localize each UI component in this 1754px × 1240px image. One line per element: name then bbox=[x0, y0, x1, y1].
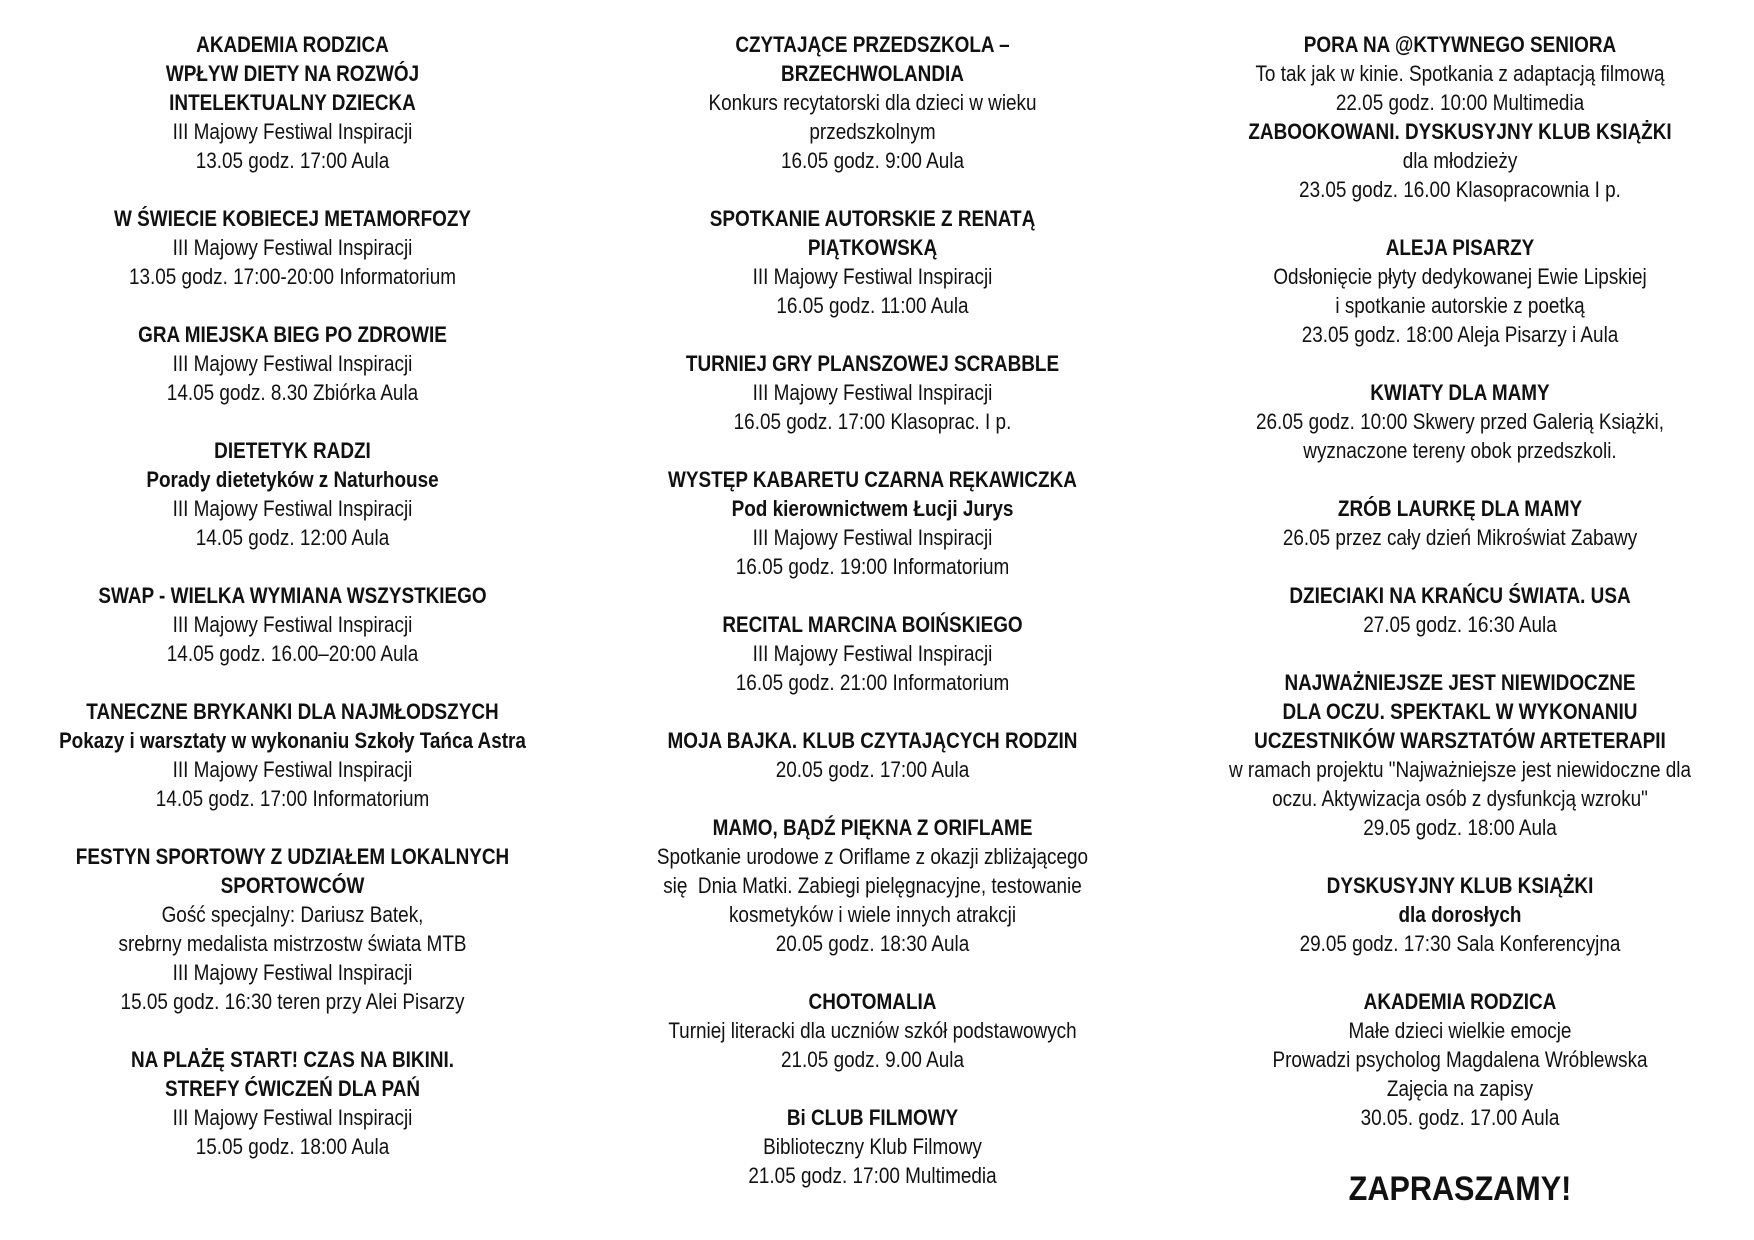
event-title: KWIATY DLA MAMY bbox=[1370, 380, 1550, 405]
event-title: MAMO, BĄDŹ PIĘKNA Z ORIFLAME bbox=[712, 815, 1033, 840]
event-title: NAJWAŻNIEJSZE JEST NIEWIDOCZNE bbox=[1284, 670, 1636, 695]
event-detail: 30.05. godz. 17.00 Aula bbox=[1360, 1105, 1560, 1130]
event-detail: 16.05 godz. 11:00 Aula bbox=[776, 293, 969, 318]
closing-text: ZAPRASZAMY! bbox=[1348, 1170, 1572, 1208]
event-detail: 14.05 godz. 16.00–20:00 Aula bbox=[166, 641, 419, 666]
event-block bbox=[20, 320, 565, 407]
event-block bbox=[600, 610, 1145, 697]
event-detail: kosmetyków i wiele innych atrakcji bbox=[728, 902, 1017, 927]
event-subtitle: PIĄTKOWSKĄ bbox=[807, 235, 938, 260]
event-detail: 29.05 godz. 18:00 Aula bbox=[1363, 815, 1557, 840]
event-block bbox=[600, 465, 1145, 581]
event-detail: oczu. Aktywizacja osób z dysfunkcją wzroku" bbox=[1272, 786, 1648, 811]
event-title: ZRÓB LAURKĘ DLA MAMY bbox=[1337, 496, 1583, 521]
event-block bbox=[1180, 871, 1740, 958]
event-title: DIETETYK RADZI bbox=[214, 438, 371, 463]
event-title: ZABOOKOWANI. DYSKUSYJNY KLUB KSIĄŻKI bbox=[1248, 119, 1672, 144]
event-detail: 27.05 godz. 16:30 Aula bbox=[1363, 612, 1557, 637]
event-detail: się Dnia Matki. Zabiegi pielęgnacyjne, testowanie bbox=[663, 873, 1082, 898]
event-detail: srebrny medalista mistrzostw świata MTB bbox=[118, 931, 467, 956]
event-detail: To tak jak w kinie. Spotkania z adaptacją filmową bbox=[1255, 61, 1665, 86]
event-subtitle: DLA OCZU. SPEKTAKL W WYKONANIU bbox=[1282, 699, 1638, 724]
event-detail: 23.05 godz. 16.00 Klasopracownia I p. bbox=[1299, 177, 1621, 202]
event-detail: 29.05 godz. 17:30 Sala Konferencyjna bbox=[1299, 931, 1621, 956]
event-detail: Odsłonięcie płyty dedykowanej Ewie Lipskiej bbox=[1273, 264, 1647, 289]
event-detail: 14.05 godz. 12:00 Aula bbox=[195, 525, 390, 550]
event-block bbox=[20, 204, 565, 291]
event-block bbox=[1180, 233, 1740, 349]
event-detail: Turniej literacki dla uczniów szkół podstawowych bbox=[668, 1018, 1077, 1043]
event-detail: i spotkanie autorskie z poetką bbox=[1335, 293, 1585, 318]
event-block bbox=[20, 842, 565, 1016]
event-detail: 16.05 godz. 9:00 Aula bbox=[780, 148, 965, 173]
event-detail: 26.05 godz. 10:00 Skwery przed Galerią Książki, bbox=[1255, 409, 1665, 434]
event-detail: Prowadzi psycholog Magdalena Wróblewska bbox=[1272, 1047, 1648, 1072]
event-title: TURNIEJ GRY PLANSZOWEJ SCRABBLE bbox=[685, 351, 1060, 376]
event-title: SWAP - WIELKA WYMIANA WSZYSTKIEGO bbox=[98, 583, 487, 608]
event-title: W ŚWIECIE KOBIECEJ METAMORFOZY bbox=[113, 206, 472, 231]
event-detail: 14.05 godz. 17:00 Informatorium bbox=[155, 786, 430, 811]
event-subtitle: Pod kierownictwem Łucji Jurys bbox=[731, 496, 1014, 521]
event-detail: III Majowy Festiwal Inspiracji bbox=[172, 119, 413, 144]
event-detail: Małe dzieci wielkie emocje bbox=[1348, 1018, 1572, 1043]
event-detail: 14.05 godz. 8.30 Zbiórka Aula bbox=[166, 380, 419, 405]
event-detail: 16.05 godz. 19:00 Informatorium bbox=[735, 554, 1010, 579]
event-detail: III Majowy Festiwal Inspiracji bbox=[172, 960, 413, 985]
event-title: RECITAL MARCINA BOIŃSKIEGO bbox=[722, 612, 1023, 637]
event-block bbox=[600, 349, 1145, 436]
event-detail: 20.05 godz. 17:00 Aula bbox=[775, 757, 970, 782]
event-detail: 21.05 godz. 17:00 Multimedia bbox=[748, 1163, 997, 1188]
event-block bbox=[1180, 987, 1740, 1132]
event-title: WYSTĘP KABARETU CZARNA RĘKAWICZKA bbox=[668, 467, 1077, 492]
event-subtitle: UCZESTNIKÓW WARSZTATÓW ARTETERAPII bbox=[1254, 728, 1666, 753]
event-block bbox=[1180, 581, 1740, 639]
closing-invitation bbox=[1180, 1169, 1740, 1209]
events-holder bbox=[1180, 30, 1740, 1132]
event-block bbox=[600, 813, 1145, 958]
event-detail: 16.05 godz. 21:00 Informatorium bbox=[735, 670, 1010, 695]
program-column-1 bbox=[20, 30, 565, 1161]
event-detail: III Majowy Festiwal Inspiracji bbox=[172, 757, 413, 782]
event-subtitle: Porady dietetyków z Naturhouse bbox=[146, 467, 439, 492]
event-subtitle: STREFY ĆWICZEŃ DLA PAŃ bbox=[164, 1076, 421, 1101]
event-title: FESTYN SPORTOWY Z UDZIAŁEM LOKALNYCH bbox=[75, 844, 510, 869]
event-block bbox=[600, 726, 1145, 784]
event-detail: dla młodzieży bbox=[1402, 148, 1518, 173]
event-detail: Biblioteczny Klub Filmowy bbox=[763, 1134, 982, 1159]
event-detail: III Majowy Festiwal Inspiracji bbox=[752, 525, 993, 550]
event-title: PORA NA @KTYWNEGO SENIORA bbox=[1303, 32, 1617, 57]
event-detail: 21.05 godz. 9.00 Aula bbox=[780, 1047, 965, 1072]
event-detail: Spotkanie urodowe z Oriflame z okazji zbliżającego bbox=[656, 844, 1089, 869]
event-title: SPOTKANIE AUTORSKIE Z RENATĄ bbox=[709, 206, 1036, 231]
event-title: NA PLAŻĘ START! CZAS NA BIKINI. bbox=[130, 1047, 455, 1072]
event-title: ALEJA PISARZY bbox=[1385, 235, 1535, 260]
event-subtitle: Pokazy i warsztaty w wykonaniu Szkoły Tańca Astra bbox=[59, 728, 526, 753]
event-subtitle: dla dorosłych bbox=[1398, 902, 1522, 927]
event-detail: 15.05 godz. 16:30 teren przy Alei Pisarzy bbox=[120, 989, 465, 1014]
event-block bbox=[20, 1045, 565, 1161]
event-detail: III Majowy Festiwal Inspiracji bbox=[752, 641, 993, 666]
event-detail: 16.05 godz. 17:00 Klasoprac. I p. bbox=[733, 409, 1012, 434]
event-title: AKADEMIA RODZICA bbox=[196, 32, 389, 57]
event-detail: 13.05 godz. 17:00 Aula bbox=[195, 148, 390, 173]
event-detail: III Majowy Festiwal Inspiracji bbox=[172, 612, 413, 637]
event-detail: III Majowy Festiwal Inspiracji bbox=[172, 235, 413, 260]
event-detail: Konkurs recytatorski dla dzieci w wieku bbox=[708, 90, 1037, 115]
event-block bbox=[600, 1103, 1145, 1190]
event-detail: III Majowy Festiwal Inspiracji bbox=[172, 1105, 413, 1130]
event-title: CZYTAJĄCE PRZEDSZKOLA – bbox=[735, 32, 1010, 57]
event-detail: 20.05 godz. 18:30 Aula bbox=[775, 931, 970, 956]
event-detail: w ramach projektu "Najważniejsze jest niewidoczne dla bbox=[1228, 757, 1692, 782]
event-title: GRA MIEJSKA BIEG PO ZDROWIE bbox=[138, 322, 447, 347]
event-block bbox=[600, 30, 1145, 175]
event-detail: III Majowy Festiwal Inspiracji bbox=[752, 264, 993, 289]
event-block bbox=[20, 436, 565, 552]
event-subtitle: INTELEKTUALNY DZIECKA bbox=[169, 90, 416, 115]
event-detail: Gość specjalny: Dariusz Batek, bbox=[161, 902, 424, 927]
event-block bbox=[20, 30, 565, 175]
event-detail: wyznaczone tereny obok przedszkoli. bbox=[1303, 438, 1617, 463]
event-detail: 22.05 godz. 10:00 Multimedia bbox=[1335, 90, 1585, 115]
event-detail: przedszkolnym bbox=[809, 119, 936, 144]
event-block bbox=[20, 581, 565, 668]
event-detail: III Majowy Festiwal Inspiracji bbox=[172, 496, 413, 521]
program-column-2 bbox=[600, 30, 1145, 1190]
event-block bbox=[600, 987, 1145, 1074]
event-title: TANECZNE BRYKANKI DLA NAJMŁODSZYCH bbox=[86, 699, 499, 724]
event-title: Bi CLUB FILMOWY bbox=[786, 1105, 959, 1130]
event-detail: Zajęcia na zapisy bbox=[1386, 1076, 1534, 1101]
event-block bbox=[1180, 30, 1740, 117]
event-subtitle: BRZECHWOLANDIA bbox=[781, 61, 964, 86]
event-detail: 15.05 godz. 18:00 Aula bbox=[195, 1134, 390, 1159]
event-subtitle: SPORTOWCÓW bbox=[220, 873, 365, 898]
event-title: DYSKUSYJNY KLUB KSIĄŻKI bbox=[1326, 873, 1594, 898]
event-block bbox=[1180, 378, 1740, 465]
event-block bbox=[1180, 668, 1740, 842]
event-detail: III Majowy Festiwal Inspiracji bbox=[752, 380, 993, 405]
event-title: MOJA BAJKA. KLUB CZYTAJĄCYCH RODZIN bbox=[667, 728, 1078, 753]
event-detail: 23.05 godz. 18:00 Aleja Pisarzy i Aula bbox=[1301, 322, 1619, 347]
event-subtitle: WPŁYW DIETY NA ROZWÓJ bbox=[165, 61, 420, 86]
event-title: AKADEMIA RODZICA bbox=[1363, 989, 1557, 1014]
event-block bbox=[1180, 494, 1740, 552]
event-block bbox=[1180, 117, 1740, 204]
event-detail: 13.05 godz. 17:00-20:00 Informatorium bbox=[128, 264, 457, 289]
event-block bbox=[600, 204, 1145, 320]
event-title: CHOTOMALIA bbox=[808, 989, 937, 1014]
program-column-3 bbox=[1180, 30, 1740, 1209]
event-detail: 26.05 przez cały dzień Mikroświat Zabawy bbox=[1282, 525, 1638, 550]
event-detail: III Majowy Festiwal Inspiracji bbox=[172, 351, 413, 376]
event-title: DZIECIAKI NA KRAŃCU ŚWIATA. USA bbox=[1289, 583, 1631, 608]
event-block bbox=[20, 697, 565, 813]
